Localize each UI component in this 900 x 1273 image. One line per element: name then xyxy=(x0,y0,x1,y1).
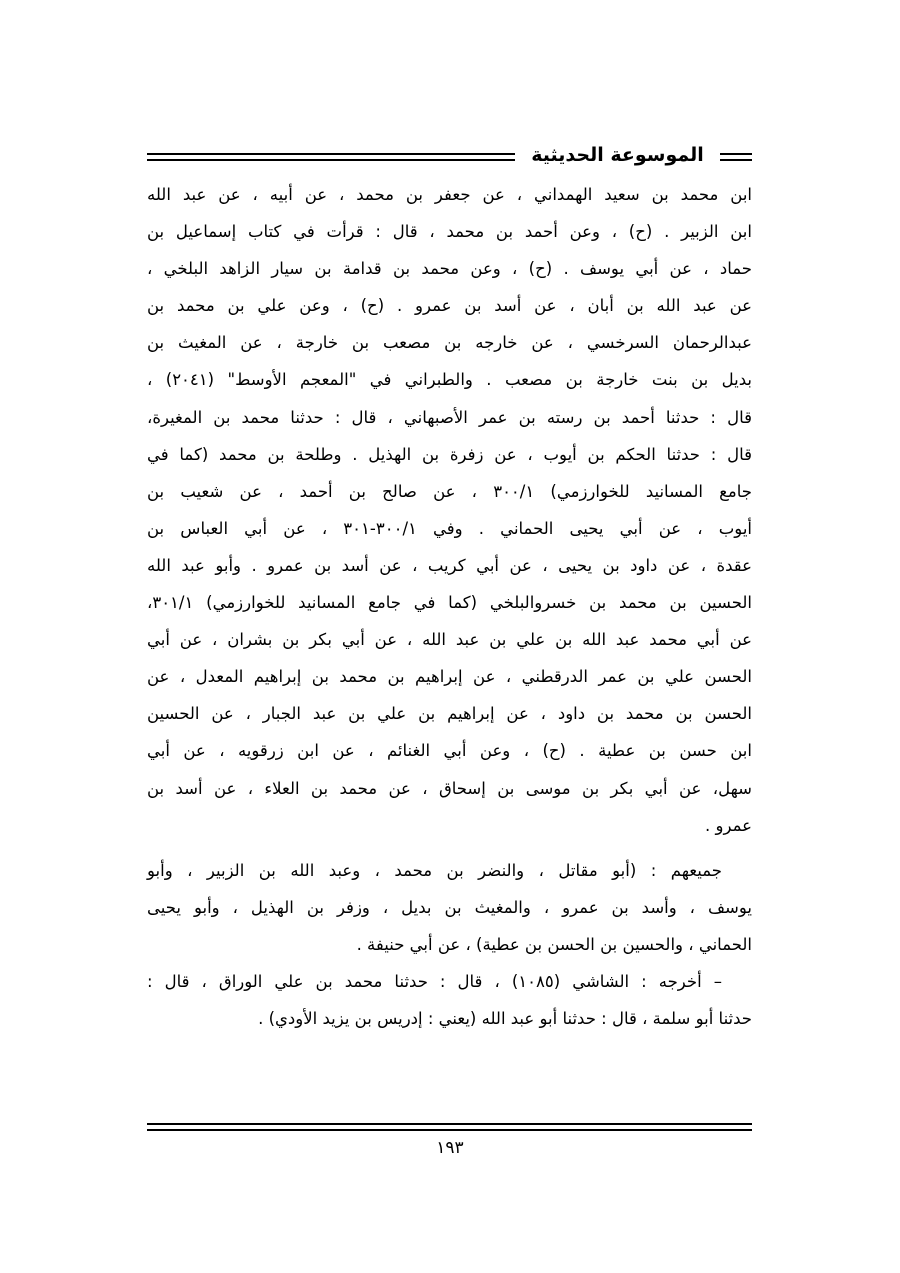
body-text xyxy=(147,176,752,1037)
text-line: عن أبي محمد عبد الله بن علي بن عبد الله ، عن أبي بكر بن بشران ، عن أبي xyxy=(147,630,752,650)
text-line: حدثنا أبو سلمة ، قال : حدثنا أبو عبد الله (يعني : إدريس بن يزيد الأودي) . xyxy=(258,1009,752,1029)
text-line: بديل بن بنت خارجة بن مصعب . والطبراني في "المعجم الأوسط" (٢٠٤١) ، xyxy=(147,370,752,390)
text-line: عن عبد الله بن أبان ، عن أسد بن عمرو . (ح) ، وعن علي بن محمد بن xyxy=(147,296,752,316)
page-header xyxy=(147,140,752,170)
text-line: أيوب ، عن أبي يحيى الحماني . وفي ٣٠٠/١-٣٠١ ، عن أبي العباس بن xyxy=(147,518,752,538)
header-rule-left xyxy=(147,153,515,161)
text-line: جامع المسانيد للخوارزمي) ٣٠٠/١ ، عن صالح بن أحمد ، عن شعيب بن xyxy=(147,481,752,501)
text-line: عقدة ، عن داود بن يحيى ، عن أبي كريب ، عن أسد بن عمرو . وأبو عبد الله xyxy=(147,555,752,575)
text-line: سهل، عن أبي بكر بن موسى بن إسحاق ، عن محمد بن العلاء ، عن أسد بن xyxy=(147,778,752,798)
text-line: عمرو . xyxy=(705,815,752,835)
text-line: يوسف ، وأسد بن عمرو ، والمغيث بن بديل ، وزفر بن الهذيل ، وأبو يحيى xyxy=(147,897,752,917)
text-line: الحسن بن محمد بن داود ، عن إبراهيم بن علي بن عبد الجبار ، عن الحسين xyxy=(147,704,752,724)
text-line: ابن حسن بن عطية . (ح) ، وعن أبي الغنائم ، عن ابن زرقويه ، عن أبي xyxy=(147,741,752,761)
header-rule-right xyxy=(720,153,752,161)
text-line: ابن الزبير . (ح) ، وعن أحمد بن محمد ، قال : قرأت في كتاب إسماعيل بن xyxy=(147,222,752,242)
text-line: الحماني ، والحسين بن الحسن بن عطية) ، عن أبي حنيفة . xyxy=(356,934,752,954)
text-line: عبدالرحمان السرخسي ، عن خارجه بن مصعب بن خارجة ، عن المغيث بن xyxy=(147,333,752,353)
text-line: قال : حدثنا أحمد بن رسته بن عمر الأصبهاني ، قال : حدثنا محمد بن المغيرة، xyxy=(147,407,752,427)
footer-rule xyxy=(147,1123,752,1131)
running-title: الموسوعة الحديثية xyxy=(531,144,704,166)
text-line: الحسن علي بن عمر الدرقطني ، عن إبراهيم بن محمد بن إبراهيم المعدل ، عن xyxy=(147,667,752,687)
text-line: الحسين بن محمد بن خسروالبلخي (كما في جامع المسانيد للخوارزمي) ٣٠١/١، xyxy=(147,593,752,613)
page-number: ١٩٣ xyxy=(436,1138,464,1158)
text-line: حماد ، عن أبي يوسف . (ح) ، وعن محمد بن قدامة بن سيار الزاهد البلخي ، xyxy=(147,259,752,279)
text-line: جميعهم : (أبو مقاتل ، والنضر بن محمد ، وعبد الله بن الزبير ، وأبو xyxy=(147,860,722,880)
text-line: – أخرجه : الشاشي (١٠٨٥) ، قال : حدثنا محمد بن علي الوراق ، قال : xyxy=(147,971,722,991)
text-line: قال : حدثنا الحكم بن أيوب ، عن زفرة بن الهذيل . وطلحة بن محمد (كما في xyxy=(147,444,752,464)
text-line: ابن محمد بن سعيد الهمداني ، عن جعفر بن محمد ، عن أبيه ، عن عبد الله xyxy=(147,185,752,204)
